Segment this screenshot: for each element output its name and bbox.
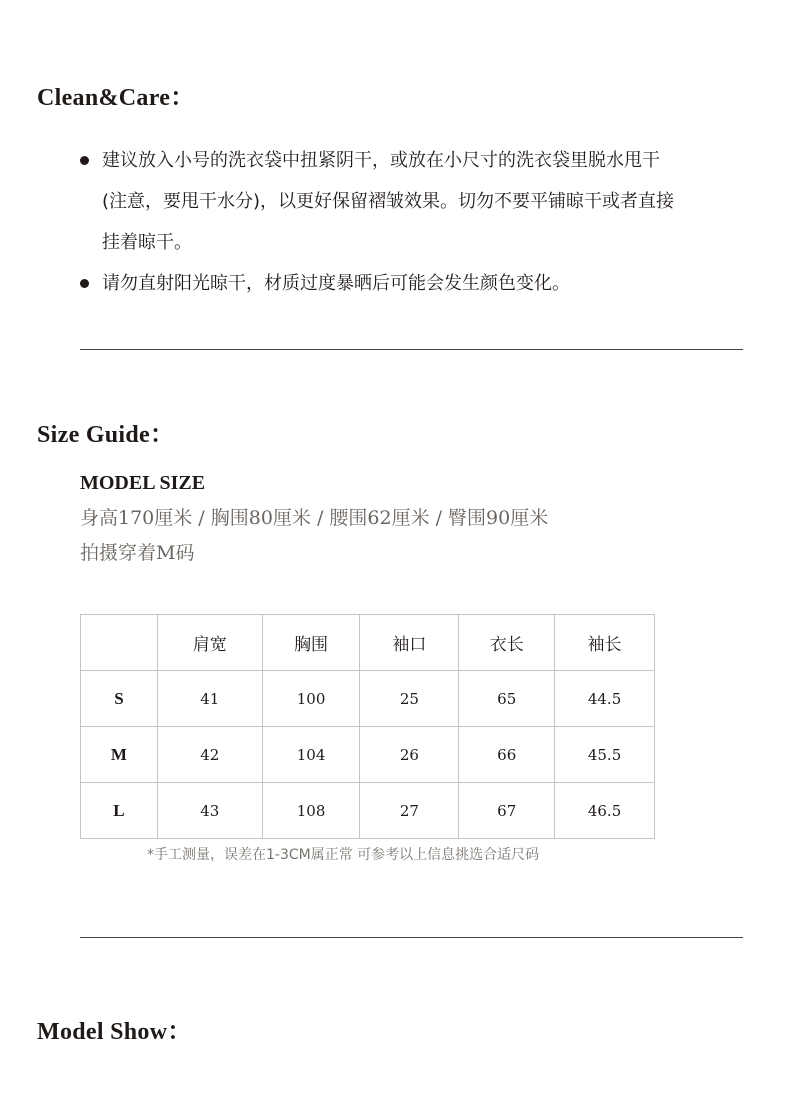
size-value-cell: 26 <box>360 727 459 783</box>
size-value-cell: 25 <box>360 671 459 727</box>
size-value-cell: 65 <box>459 671 555 727</box>
model-wearing-size: 拍摄穿着M码 <box>80 542 195 564</box>
care-section-title: Clean&Care： <box>37 85 195 111</box>
section-divider <box>80 349 743 350</box>
model-measurements: 身高170厘米 / 胸围80厘米 / 腰围62厘米 / 臀围90厘米 <box>80 507 549 529</box>
care-instruction-item <box>80 263 680 304</box>
section-divider <box>80 937 743 938</box>
size-label-cell: M <box>81 727 158 783</box>
size-value-cell: 46.5 <box>555 783 655 839</box>
size-value-cell: 43 <box>157 783 262 839</box>
size-guide-section-title: Size Guide： <box>37 422 175 448</box>
size-table-header-cell: 袖长 <box>555 615 655 671</box>
size-table-header-cell: 胸围 <box>262 615 360 671</box>
size-value-cell: 66 <box>459 727 555 783</box>
size-table <box>80 614 655 839</box>
size-value-cell: 45.5 <box>555 727 655 783</box>
size-table-header-cell <box>81 615 158 671</box>
care-instruction-item <box>80 140 680 263</box>
model-size-heading: MODEL SIZE <box>80 472 206 494</box>
bullet-dot-icon <box>80 156 89 165</box>
care-instruction-text: 建议放入小号的洗衣袋中扭紧阴干，或放在小尺寸的洗衣袋里脱水甩干(注意，要甩干水分)，以更好保留褶皱效果。切勿不要平铺晾干或者直接挂着晾干。 <box>102 150 675 253</box>
size-value-cell: 108 <box>262 783 360 839</box>
measurement-note: *手工测量，误差在1-3CM属正常 可参考以上信息挑选合适尺码 <box>147 847 540 863</box>
size-table-row <box>81 727 655 783</box>
size-label-cell: S <box>81 671 158 727</box>
size-table-header-cell: 袖口 <box>360 615 459 671</box>
size-value-cell: 100 <box>262 671 360 727</box>
size-table-header-cell: 衣长 <box>459 615 555 671</box>
care-instruction-text: 请勿直射阳光晾干，材质过度暴晒后可能会发生颜色变化。 <box>102 273 570 294</box>
size-value-cell: 67 <box>459 783 555 839</box>
size-value-cell: 104 <box>262 727 360 783</box>
size-table-row <box>81 671 655 727</box>
size-table-header-row <box>81 615 655 671</box>
size-value-cell: 44.5 <box>555 671 655 727</box>
size-value-cell: 41 <box>157 671 262 727</box>
model-show-section-title: Model Show： <box>37 1019 192 1045</box>
size-table-header-cell: 肩宽 <box>157 615 262 671</box>
size-table-row <box>81 783 655 839</box>
size-value-cell: 27 <box>360 783 459 839</box>
size-label-cell: L <box>81 783 158 839</box>
care-instructions-list <box>80 140 680 304</box>
size-value-cell: 42 <box>157 727 262 783</box>
bullet-dot-icon <box>80 279 89 288</box>
